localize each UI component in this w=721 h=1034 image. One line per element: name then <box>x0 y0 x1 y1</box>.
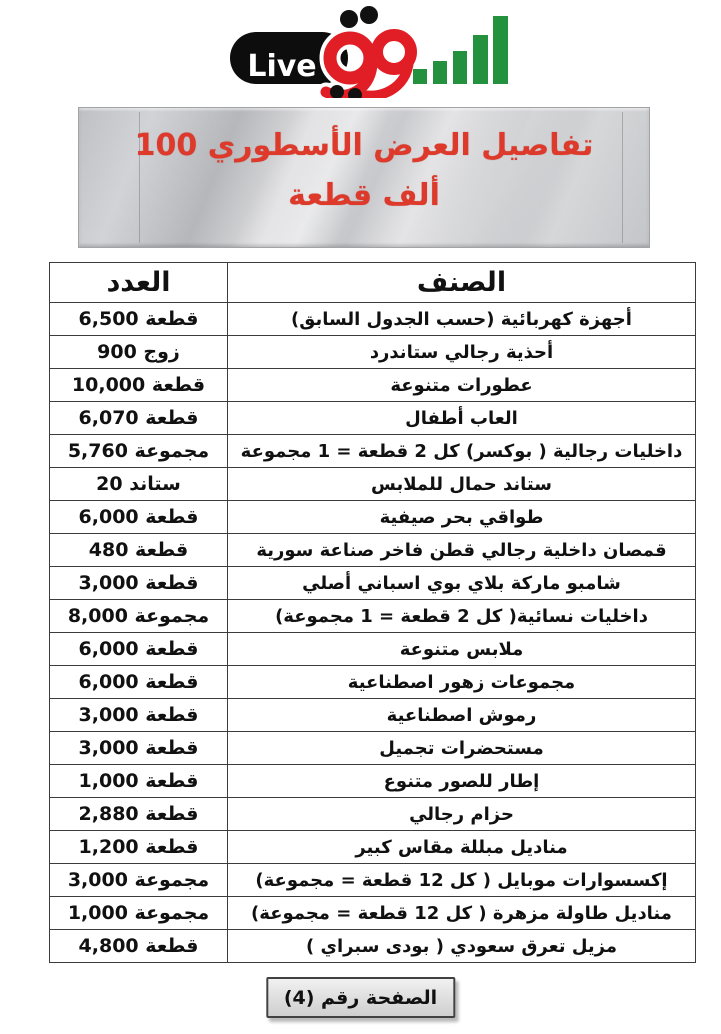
table-row <box>50 468 696 501</box>
qty-cell: 20 ستاند <box>50 468 228 501</box>
live-label: Live <box>247 49 317 84</box>
item-cell: داخليات رجالية ( بوكسر) كل 2 قطعة = 1 مجموعة <box>228 435 696 468</box>
qty-cell: 480 قطعة <box>50 534 228 567</box>
table-row <box>50 369 696 402</box>
qty-cell: 1,000 قطعة <box>50 765 228 798</box>
qty-cell: 3,000 مجموعة <box>50 864 228 897</box>
table-header-row <box>50 263 696 303</box>
table-row <box>50 534 696 567</box>
item-cell: ملابس متنوعة <box>228 633 696 666</box>
qty-cell: 3,000 قطعة <box>50 699 228 732</box>
qty-cell: 2,880 قطعة <box>50 798 228 831</box>
item-cell: مزيل تعرق سعودي ( بودى سبراي ) <box>228 930 696 963</box>
qty-cell: 900 زوج <box>50 336 228 369</box>
offer-title-line1: تفاصيل العرض الأسطوري 100 <box>134 128 594 163</box>
item-cell: العاب أطفال <box>228 402 696 435</box>
qty-cell: 3,000 قطعة <box>50 567 228 600</box>
table-row <box>50 864 696 897</box>
table-row <box>50 930 696 963</box>
offer-title <box>79 108 649 221</box>
qty-cell: 5,760 مجموعة <box>50 435 228 468</box>
offer-table <box>49 262 696 963</box>
table-row <box>50 897 696 930</box>
table-row <box>50 336 696 369</box>
qty-cell: 10,000 قطعة <box>50 369 228 402</box>
table-row <box>50 600 696 633</box>
item-cell: قمصان داخلية رجالي قطن فاخر صناعة سورية <box>228 534 696 567</box>
offer-table-body <box>50 303 696 963</box>
qty-cell: 6,000 قطعة <box>50 666 228 699</box>
qty-cell: 6,500 قطعة <box>50 303 228 336</box>
item-cell: رموش اصطناعية <box>228 699 696 732</box>
item-cell: مناديل طاولة مزهرة ( كل 12 قطعة = مجموعة) <box>228 897 696 930</box>
item-cell: طواقي بحر صيفية <box>228 501 696 534</box>
table-row <box>50 798 696 831</box>
qty-cell: 4,800 قطعة <box>50 930 228 963</box>
item-column-header: الصنف <box>228 263 696 303</box>
table-row <box>50 567 696 600</box>
item-cell: داخليات نسائية( كل 2 قطعة = 1 مجموعة) <box>228 600 696 633</box>
table-row <box>50 633 696 666</box>
qty-cell: 8,000 مجموعة <box>50 600 228 633</box>
item-cell: إطار للصور متنوع <box>228 765 696 798</box>
page-number-label: الصفحة رقم (4) <box>283 986 438 1009</box>
qty-cell: 3,000 قطعة <box>50 732 228 765</box>
qty-cell: 1,200 قطعة <box>50 831 228 864</box>
item-cell: عطورات متنوعة <box>228 369 696 402</box>
table-row <box>50 666 696 699</box>
table-row <box>50 699 696 732</box>
table-row <box>50 831 696 864</box>
table-row <box>50 732 696 765</box>
qty-cell: 6,000 قطعة <box>50 501 228 534</box>
item-cell: أجهزة كهربائية (حسب الجدول السابق) <box>228 303 696 336</box>
offer-title-line2: ألف قطعة <box>288 178 440 213</box>
qty-cell: 6,000 قطعة <box>50 633 228 666</box>
offer-title-banner <box>78 107 650 248</box>
growth-bars-icon <box>413 16 508 84</box>
item-cell: شامبو ماركة بلاي بوي اسباني أصلي <box>228 567 696 600</box>
item-cell: مجموعات زهور اصطناعية <box>228 666 696 699</box>
item-cell: ستاند حمال للملابس <box>228 468 696 501</box>
table-row <box>50 303 696 336</box>
brand-logo <box>180 6 540 98</box>
emirates-label: الإمارات <box>336 39 381 52</box>
qty-cell: 1,000 مجموعة <box>50 897 228 930</box>
table-row <box>50 501 696 534</box>
item-cell: مستحضرات تجميل <box>228 732 696 765</box>
qty-column-header: العدد <box>50 263 228 303</box>
item-cell: إكسسوارات موبايل ( كل 12 قطعة = مجموعة) <box>228 864 696 897</box>
page-number-badge <box>266 977 455 1018</box>
table-row <box>50 435 696 468</box>
qty-cell: 6,070 قطعة <box>50 402 228 435</box>
item-cell: حزام رجالي <box>228 798 696 831</box>
item-cell: مناديل مبللة مقاس كبير <box>228 831 696 864</box>
table-row <box>50 402 696 435</box>
table-row <box>50 765 696 798</box>
item-cell: أحذية رجالي ستاندرد <box>228 336 696 369</box>
